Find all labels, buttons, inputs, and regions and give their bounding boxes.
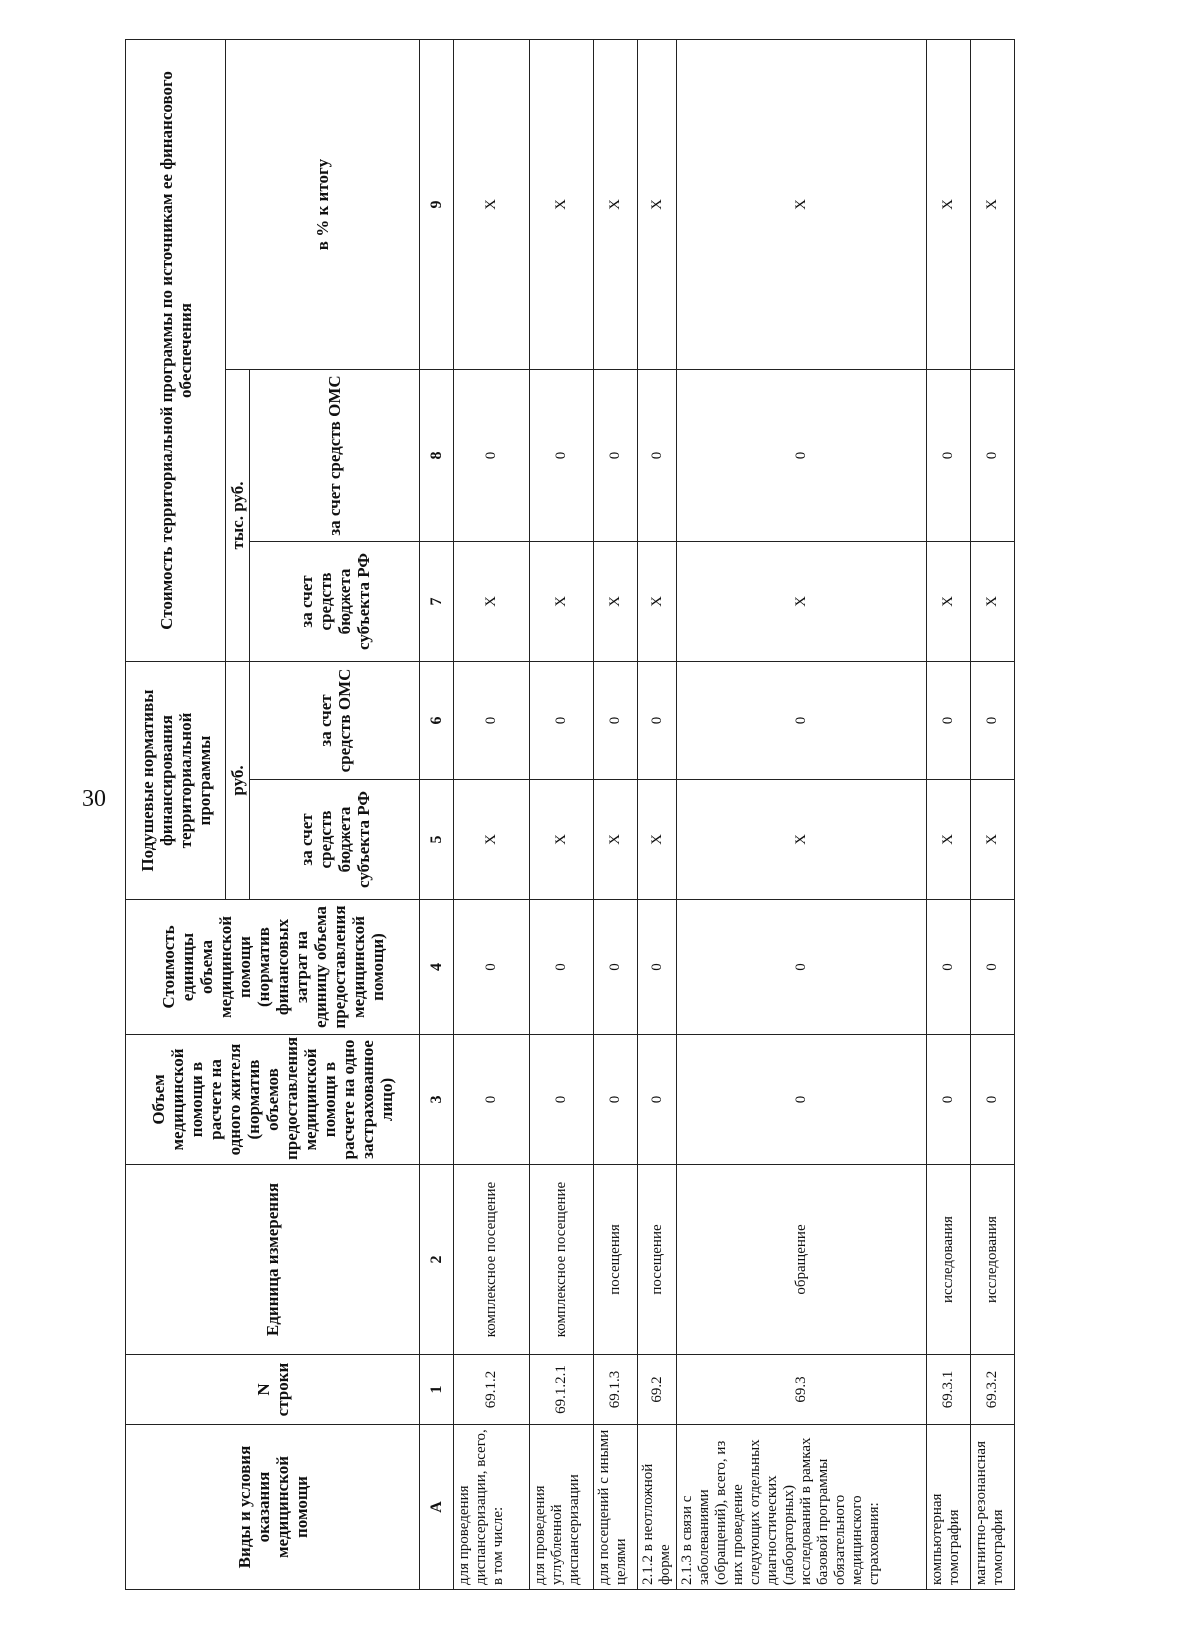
row-c8: 0: [454, 370, 530, 542]
table-row: [530, 39, 594, 1589]
row-c3: 0: [594, 1035, 638, 1165]
row-name: компьютерная томография: [927, 1425, 971, 1590]
col-number: 1: [420, 1355, 454, 1425]
row-name: для проведения углубленной диспансеризации: [530, 1425, 594, 1590]
col-number: 3: [420, 1035, 454, 1165]
row-c5: X: [454, 780, 530, 900]
header-line-number: N строки: [126, 1355, 420, 1425]
header-program-cost-unit: тыс. руб.: [226, 370, 250, 662]
row-c6: 0: [454, 662, 530, 780]
header-percent-total: в % к итогу: [226, 39, 420, 369]
row-c7: X: [594, 542, 638, 662]
table-row: [927, 39, 971, 1589]
row-c3: 0: [971, 1035, 1015, 1165]
row-c8: 0: [927, 370, 971, 542]
row-c7: X: [530, 542, 594, 662]
row-line: 69.3.2: [971, 1355, 1015, 1425]
table-row: [677, 39, 927, 1589]
row-c7: X: [677, 542, 927, 662]
row-c8: 0: [594, 370, 638, 542]
row-c3: 0: [454, 1035, 530, 1165]
row-line: 69.1.2.1: [530, 1355, 594, 1425]
row-c3: 0: [638, 1035, 677, 1165]
row-name: 2.1.2 в неотложной форме: [638, 1425, 677, 1590]
row-unit: посещения: [594, 1165, 638, 1355]
row-c9: X: [971, 39, 1015, 369]
rotated-table-wrapper: [125, 40, 1006, 1590]
header-per-capita-unit: руб.: [226, 662, 250, 900]
header-kind: Виды и условия оказания медицинской помощи: [126, 1425, 420, 1590]
row-c4: 0: [530, 900, 594, 1035]
row-c8: 0: [638, 370, 677, 542]
row-c3: 0: [530, 1035, 594, 1165]
row-c8: 0: [971, 370, 1015, 542]
row-c8: 0: [530, 370, 594, 542]
row-c7: X: [454, 542, 530, 662]
row-unit: посещение: [638, 1165, 677, 1355]
table-row: [594, 39, 638, 1589]
col-number: 2: [420, 1165, 454, 1355]
col-number: 8: [420, 370, 454, 542]
row-name: магнитно-резонансная томография: [971, 1425, 1015, 1590]
financing-table: [125, 39, 1015, 1590]
row-c4: 0: [594, 900, 638, 1035]
row-c7: X: [927, 542, 971, 662]
row-name: для посещений с иными целями: [594, 1425, 638, 1590]
header-program-cost-group: Стоимость территориальной программы по источникам ее финансового обеспечения: [126, 39, 226, 661]
row-c3: 0: [677, 1035, 927, 1165]
col-number: 5: [420, 780, 454, 900]
col-number: 7: [420, 542, 454, 662]
header-volume: Объем медицинской помощи в расчете на одного жителя (норматив объемов предоставления медицинской помощи в расчете на одно застрахованное лицо): [126, 1035, 420, 1165]
row-c4: 0: [927, 900, 971, 1035]
row-c6: 0: [530, 662, 594, 780]
row-c6: 0: [971, 662, 1015, 780]
page-number: 30: [82, 786, 106, 812]
row-unit: обращение: [677, 1165, 927, 1355]
header-unit: Единица измерения: [126, 1165, 420, 1355]
row-name: 2.1.3 в связи с заболеваниями (обращений), всего, из них проведение следующих отдельных диагностических (лабораторных) исследований в рамках базовой программы обязательного медицинского страхования:: [677, 1425, 927, 1590]
row-unit: комплексное посещение: [530, 1165, 594, 1355]
row-line: 69.3: [677, 1355, 927, 1425]
col-number: А: [420, 1425, 454, 1590]
row-c7: X: [971, 542, 1015, 662]
row-c9: X: [927, 39, 971, 369]
row-c5: X: [677, 780, 927, 900]
row-c4: 0: [677, 900, 927, 1035]
row-name: для проведения диспансеризации, всего, в том числе:: [454, 1425, 530, 1590]
table-row: [454, 39, 530, 1589]
row-line: 69.1.3: [594, 1355, 638, 1425]
row-c4: 0: [454, 900, 530, 1035]
row-c9: X: [638, 39, 677, 369]
row-line: 69.3.1: [927, 1355, 971, 1425]
row-c9: X: [530, 39, 594, 369]
row-c5: X: [927, 780, 971, 900]
row-c6: 0: [594, 662, 638, 780]
row-c6: 0: [677, 662, 927, 780]
row-c5: X: [530, 780, 594, 900]
row-unit: комплексное посещение: [454, 1165, 530, 1355]
col-number: 4: [420, 900, 454, 1035]
col-number: 9: [420, 39, 454, 369]
header-per-capita-budget: за счет средств бюджета субъекта РФ: [250, 780, 420, 900]
row-c9: X: [454, 39, 530, 369]
header-cost-budget: за счет средств бюджета субъекта РФ: [250, 542, 420, 662]
row-c9: X: [677, 39, 927, 369]
table-row: [638, 39, 677, 1589]
row-c9: X: [594, 39, 638, 369]
table-row: [971, 39, 1015, 1589]
row-c4: 0: [638, 900, 677, 1035]
row-line: 69.2: [638, 1355, 677, 1425]
row-c5: X: [971, 780, 1015, 900]
header-per-capita-group: Подушевые нормативы финансирования территориальной программы: [126, 662, 226, 900]
row-c5: X: [594, 780, 638, 900]
row-line: 69.1.2: [454, 1355, 530, 1425]
row-c5: X: [638, 780, 677, 900]
row-c7: X: [638, 542, 677, 662]
row-unit: исследования: [971, 1165, 1015, 1355]
header-per-capita-oms: за счет средств ОМС: [250, 662, 420, 780]
row-unit: исследования: [927, 1165, 971, 1355]
row-c4: 0: [971, 900, 1015, 1035]
row-c6: 0: [927, 662, 971, 780]
col-number: 6: [420, 662, 454, 780]
row-c8: 0: [677, 370, 927, 542]
row-c6: 0: [638, 662, 677, 780]
column-numbers-row: [420, 39, 454, 1589]
row-c3: 0: [927, 1035, 971, 1165]
header-unit-cost: Стоимость единицы объема медицинской помощи (норматив финансовых затрат на единицу объема предоставления медицинской помощи): [126, 900, 420, 1035]
header-cost-oms: за счет средств ОМС: [250, 370, 420, 542]
